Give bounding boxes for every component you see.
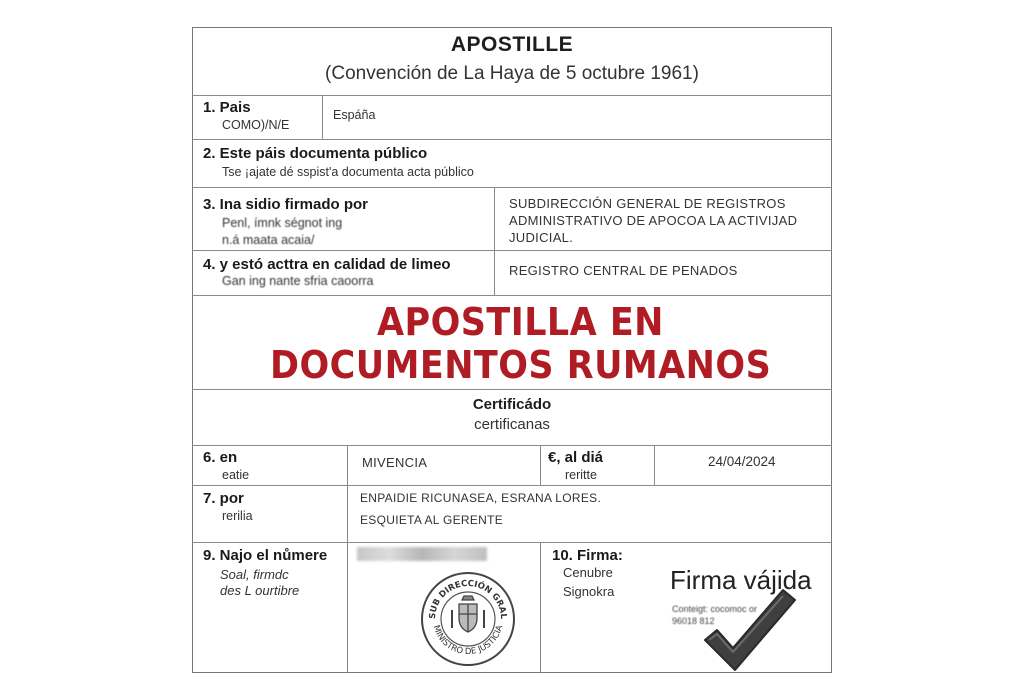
field-4-label: 4. y estó acttra en calidad de limeo [203,256,451,273]
signature-valid-text: Firma vájida [670,565,812,595]
field-7-value-line-2: ESQUIETA AL GERENTE [360,513,504,527]
field-7-label: 7. por [203,490,244,507]
checkmark-icon [695,582,805,677]
divider [192,95,832,96]
field-6b-label: €, al diá [548,449,604,466]
divider [192,295,832,296]
divider [347,445,348,542]
field-3-value-line-2: ADMINISTRATIVO DE APOCOA LA ACTIVIJAD [509,213,798,228]
document-subtitle: (Convención de La Haya de 5 octubre 1961) [325,63,699,84]
field-6-sublabel: eatie [222,468,250,482]
divider [192,250,832,251]
field-6-value: MIVENCIA [362,455,428,470]
certificate-subheading: certificanas [474,416,550,433]
field-3-value-line-1: SUBDIRECCIÓN GENERAL DE REGISTROS [509,196,786,211]
field-9-label: 9. Najo el nůmere [203,547,328,564]
redacted-number [357,547,487,561]
field-1-sublabel: COMO)/N/E [222,118,290,132]
field-2-sublabel: Tse ¡ajate dé sspist'a documenta acta público [222,165,474,179]
field-6b-sublabel: reritte [565,468,597,482]
signature-caption: Conteigt: cocomoc or [672,604,758,614]
field-9-sublabel: Soal, firmdc [220,567,289,582]
field-10-label: 10. Firma: [552,547,623,564]
official-seal [419,570,517,668]
field-4-sublabel: Gan ing nante sfria caoorra [222,274,374,288]
divider [322,95,323,139]
field-3-sublabel-2: n.á maata acaia/ [222,233,315,247]
divider [192,445,832,446]
divider [192,187,832,188]
divider [192,542,832,543]
field-1-label: 1. Pais [203,99,251,116]
document-title: APOSTILLE [450,33,574,56]
field-2-label: 2. Este páis documenta público [203,145,428,162]
seal-top-text: SUB DIRECCIÓN GRAL [427,578,509,620]
field-9-sublabel-2: des L ourtibre [220,583,300,598]
divider [654,445,655,485]
banner-line-1: APOSTILLA EN [377,300,664,344]
field-10-sublabel: Cenubre [563,565,613,580]
field-4-value: REGISTRO CENTRAL DE PENADOS [509,263,738,278]
seal-bottom-text: MINISTRO DE JUSTICIA [430,624,506,658]
divider [540,445,541,485]
date-value: 24/04/2024 [708,454,776,469]
field-10-sublabel-2: Signokra [563,584,615,599]
field-3-sublabel: Penl, ímnk ségnot ing [222,216,343,230]
field-3-label: 3. Ina sidio firmado por [203,196,369,213]
certificate-heading: Certificádo [472,396,552,413]
banner-line-2: DOCUMENTOS RUMANOS [270,343,772,387]
divider [347,542,348,673]
field-6-label: 6. en [203,449,238,466]
divider [192,139,832,140]
divider [192,389,832,390]
signature-caption-2: 96018 812 [672,616,715,626]
divider [540,542,541,673]
field-1-value: Espáña [333,108,376,122]
field-7-sublabel: rerilia [222,509,253,523]
divider [192,485,832,486]
field-3-value-line-3: JUDICIAL. [509,230,574,245]
divider [494,187,495,295]
coat-of-arms-icon [452,596,484,632]
field-7-value-line-1: ENPAIDIE RICUNASEA, ESRANA LORES. [360,491,602,505]
